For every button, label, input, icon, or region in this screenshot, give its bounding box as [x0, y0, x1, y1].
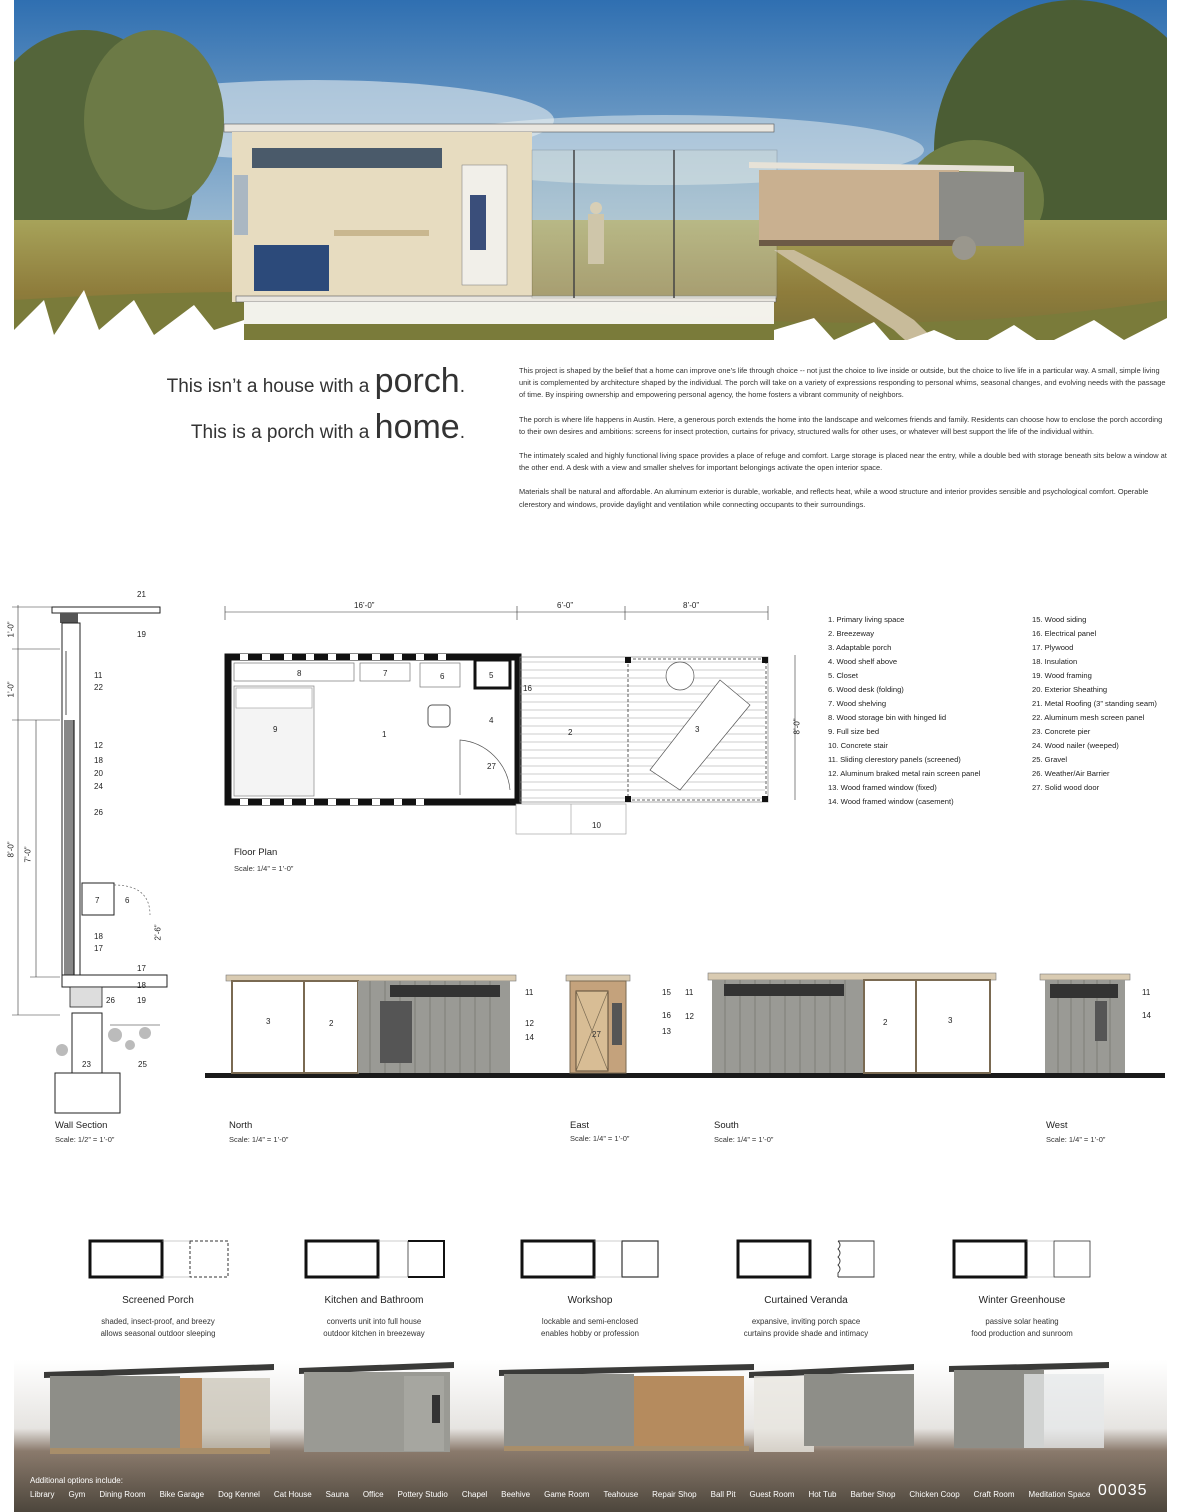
elevation-tag: 3 — [266, 1017, 271, 1026]
additional-option: Meditation Space — [1028, 1490, 1091, 1499]
option-title: Screened Porch — [122, 1295, 194, 1306]
option-desc-line: lockable and semi-enclosed — [541, 1317, 639, 1326]
additional-option: Cat House — [273, 1490, 312, 1499]
wall-section-title: Wall Section — [55, 1120, 108, 1131]
dim-label: 2’-6” — [153, 924, 163, 941]
legend-item: 25. Gravel — [1032, 755, 1068, 764]
plan-tag: 6 — [440, 672, 445, 681]
legend-item: 13. Wood framed window (fixed) — [828, 783, 937, 792]
legend-item: 26. Weather/Air Barrier — [1032, 769, 1110, 778]
option-desc — [500, 1316, 680, 1340]
elevation-east-scale: Scale: 1/4” = 1’-0” — [570, 1134, 630, 1143]
tagline-line-2 — [165, 408, 465, 447]
option-desc — [68, 1316, 248, 1340]
legend-item: 10. Concrete stair — [828, 741, 888, 750]
legend-item: 18. Insulation — [1032, 657, 1078, 666]
option-desc-line: shaded, insect-proof, and breezy — [101, 1317, 215, 1326]
dim-label: 1’-0” — [6, 621, 16, 638]
plan-tag: 4 — [489, 716, 494, 725]
legend-item: 7. Wood shelving — [828, 699, 887, 708]
elevation-tag: 15 — [662, 988, 671, 997]
additional-option: Chicken Coop — [909, 1490, 960, 1499]
legend-item: 15. Wood siding — [1032, 615, 1087, 624]
additional-option: Craft Room — [973, 1490, 1015, 1499]
legend-column-2 — [1032, 613, 1157, 795]
elevation-tag: 11 — [525, 988, 534, 997]
section-tag: 26 — [106, 996, 115, 1005]
elevation-tag: 14 — [1142, 1011, 1151, 1020]
plan-tag: 1 — [382, 730, 387, 739]
section-tag: 18 — [94, 932, 103, 941]
option-desc-line: enables hobby or profession — [541, 1329, 639, 1338]
legend-item: 1. Primary living space — [828, 615, 905, 624]
elevation-west-scale: Scale: 1/4” = 1’-0” — [1046, 1135, 1106, 1144]
option-desc-line: converts unit into full house — [326, 1317, 422, 1326]
floor-plan-scale: Scale: 1/4” = 1’-0” — [234, 864, 294, 873]
legend-item: 19. Wood framing — [1032, 671, 1092, 680]
additional-option: Chapel — [461, 1490, 488, 1499]
additional-options-list — [30, 1490, 1104, 1499]
option-desc-line: food production and sunroom — [971, 1329, 1073, 1338]
elevation-tag: 2 — [883, 1018, 888, 1027]
legend-item: 23. Concrete pier — [1032, 727, 1091, 736]
project-description — [519, 365, 1168, 523]
tagline-2-big: home — [374, 408, 460, 446]
dim-label: 16’-0” — [354, 601, 375, 610]
section-tag: 12 — [94, 741, 103, 750]
option-desc-line: expansive, inviting porch space — [751, 1317, 861, 1326]
dim-label: 1’-0” — [6, 681, 16, 698]
legend-item: 3. Adaptable porch — [828, 643, 892, 652]
additional-option: Teahouse — [603, 1490, 639, 1499]
elevation-tag: 12 — [525, 1019, 534, 1028]
section-tag: 26 — [94, 808, 103, 817]
dim-label: 8’-0” — [6, 841, 16, 858]
option-desc — [932, 1316, 1112, 1340]
elevation-tag: 2 — [329, 1019, 334, 1028]
description-paragraph: Materials shall be natural and affordable. An aluminum exterior is durable, workable, and reflects heat, while a wood structure and interior provides sensible and psychological comfort. Operable clerestory and windows, provide daylight and ventilation while connecting occupants to their surroundings. — [519, 487, 1149, 509]
tagline-1-big: porch — [374, 362, 460, 400]
legend-item: 12. Aluminum braked metal rain screen panel — [828, 769, 981, 778]
legend-item: 14. Wood framed window (casement) — [828, 797, 954, 806]
elevation-tag: 16 — [662, 1011, 671, 1020]
additional-option: Ball Pit — [710, 1490, 736, 1499]
elevation-tag: 13 — [662, 1027, 671, 1036]
option-diagrams — [80, 1235, 1120, 1285]
floor-plan-drawing — [210, 600, 810, 840]
legend-item: 11. Sliding clerestory panels (screened) — [828, 755, 961, 764]
section-tag: 23 — [82, 1060, 91, 1069]
legend-item: 27. Solid wood door — [1032, 783, 1100, 792]
legend-item: 17. Plywood — [1032, 643, 1074, 652]
option-desc-line: passive solar heating — [985, 1317, 1059, 1326]
additional-option: Dining Room — [99, 1490, 146, 1499]
option-title: Workshop — [567, 1295, 613, 1306]
plan-tag: 7 — [383, 669, 388, 678]
dim-label: 7’-0” — [23, 846, 33, 863]
option-desc-line: outdoor kitchen in breezeway — [323, 1329, 425, 1338]
description-paragraph: The porch is where life happens in Austin. Here, a generous porch extends the home into the landscape and welcomes friends and family. Residents can choose how to enclose the porch according to their own desires and ambitions: screens for insect protection, curtains for privacy, structured walls for other uses, or whatever will best support the life of the individual within. — [519, 414, 1163, 436]
plan-tag: 10 — [592, 821, 601, 830]
option-desc — [716, 1316, 896, 1340]
legend-item: 6. Wood desk (folding) — [828, 685, 904, 694]
section-tag: 19 — [137, 996, 146, 1005]
additional-option: Pottery Studio — [397, 1490, 448, 1499]
legend-item: 16. Electrical panel — [1032, 629, 1097, 638]
description-paragraph: This project is shaped by the belief that a home can improve one’s life through choice -- not just the choice to live inside or outside, but the choice to live life in a particular way. A small, simple living unit is complemented by architecture shaped by the individual. The porch will take on a variety of expressions responding to personal whims, seasonal changes, and evolving needs with the passage of time. By inspiring ownership and empowering personal agency, the home fosters a vibrant community of neighbors. — [519, 366, 1166, 400]
tagline-1-post: . — [459, 376, 465, 397]
section-tag: 17 — [94, 944, 103, 953]
option-desc — [284, 1316, 464, 1340]
elevation-tag: 11 — [1142, 988, 1151, 997]
tagline-2-post: . — [459, 422, 465, 443]
project-number: 00035 — [1098, 1482, 1148, 1499]
option-title: Kitchen and Bathroom — [324, 1295, 424, 1306]
section-tag: 25 — [138, 1060, 147, 1069]
option-title: Winter Greenhouse — [978, 1295, 1066, 1306]
elevation-tag: 3 — [948, 1016, 953, 1025]
legend-item: 21. Metal Roofing (3” standing seam) — [1032, 699, 1157, 708]
plan-tag: 27 — [487, 762, 496, 771]
section-tag: 11 — [94, 671, 103, 680]
legend-item: 22. Aluminum mesh screen panel — [1032, 713, 1145, 722]
elevation-east-title: East — [570, 1120, 590, 1131]
legend-item: 4. Wood shelf above — [828, 657, 898, 666]
additional-option: Game Room — [544, 1490, 590, 1499]
elevation-west-title: West — [1046, 1120, 1068, 1131]
legend-item: 9. Full size bed — [828, 727, 880, 736]
plan-tag: 16 — [523, 684, 532, 693]
additional-option: Bike Garage — [159, 1490, 205, 1499]
elevation-tag: 27 — [592, 1030, 601, 1039]
plan-tag: 9 — [273, 725, 278, 734]
additional-option: Guest Room — [749, 1490, 795, 1499]
section-tag: 19 — [137, 630, 146, 639]
option-title: Curtained Veranda — [764, 1295, 848, 1306]
hero-rendering-illustration — [14, 0, 1167, 365]
option-desc-line: allows seasonal outdoor sleeping — [100, 1329, 216, 1338]
floor-plan-title: Floor Plan — [234, 847, 278, 858]
elevation-tag: 14 — [525, 1033, 534, 1042]
elevations-drawing — [200, 965, 1170, 1090]
section-tag: 18 — [94, 756, 103, 765]
elevation-north-title: North — [229, 1120, 253, 1131]
description-paragraph: The intimately scaled and highly functional living space provides a place of refuge and comfort. Large storage is placed near the entry, while a double bed with storage beneath sits below a window at the other end. A desk with a view and smaller shelves for important belongings activate the open interior space. — [519, 451, 1167, 473]
elevation-south-title: South — [714, 1120, 739, 1131]
section-tag: 18 — [137, 981, 146, 990]
elevation-tag: 11 — [685, 988, 694, 997]
legend-item: 8. Wood storage bin with hinged lid — [828, 713, 947, 722]
legend-column-1 — [828, 613, 980, 809]
dim-label: 8’-0” — [683, 601, 700, 610]
additional-option: Repair Shop — [652, 1490, 697, 1499]
section-tag: 7 — [95, 896, 100, 905]
dim-label: 8’-0” — [792, 718, 802, 735]
section-tag: 22 — [94, 683, 103, 692]
elevation-tag: 12 — [685, 1012, 694, 1021]
additional-option: Barber Shop — [850, 1490, 896, 1499]
plan-tag: 8 — [297, 669, 302, 678]
plan-tag: 3 — [695, 725, 700, 734]
tagline-line-1 — [165, 362, 465, 401]
additional-option: Beehive — [501, 1490, 531, 1499]
tagline-1-pre: This isn’t a house with a — [166, 376, 375, 397]
dim-label: 6’-0” — [557, 601, 574, 610]
plan-tag: 5 — [489, 671, 494, 680]
legend-item: 2. Breezeway — [828, 629, 875, 638]
wall-section-scale: Scale: 1/2” = 1’-0” — [55, 1135, 115, 1144]
section-tag: 24 — [94, 782, 103, 791]
plan-tag: 2 — [568, 728, 573, 737]
option-desc-line: curtains provide shade and intimacy — [743, 1329, 869, 1338]
section-tag: 6 — [125, 896, 130, 905]
legend-item: 5. Closet — [828, 671, 858, 680]
additional-option: Library — [30, 1490, 55, 1499]
additional-option: Dog Kennel — [218, 1490, 260, 1499]
additional-option: Office — [362, 1490, 384, 1499]
hero-rendering — [14, 0, 1167, 365]
elevation-south-scale: Scale: 1/4” = 1’-0” — [714, 1135, 774, 1144]
section-tag: 21 — [137, 590, 146, 599]
additional-option: Sauna — [325, 1490, 349, 1499]
tagline-2-pre: This is a porch with a — [190, 422, 375, 443]
additional-option: Gym — [68, 1490, 86, 1499]
additional-options-heading: Additional options include: — [30, 1476, 123, 1485]
elevation-north-scale: Scale: 1/4” = 1’-0” — [229, 1135, 289, 1144]
legend-item: 20. Exterior Sheathing — [1032, 685, 1108, 694]
legend-item: 24. Wood nailer (weeped) — [1032, 741, 1119, 750]
section-tag: 20 — [94, 769, 103, 778]
additional-option: Hot Tub — [808, 1490, 837, 1499]
section-tag: 17 — [137, 964, 146, 973]
